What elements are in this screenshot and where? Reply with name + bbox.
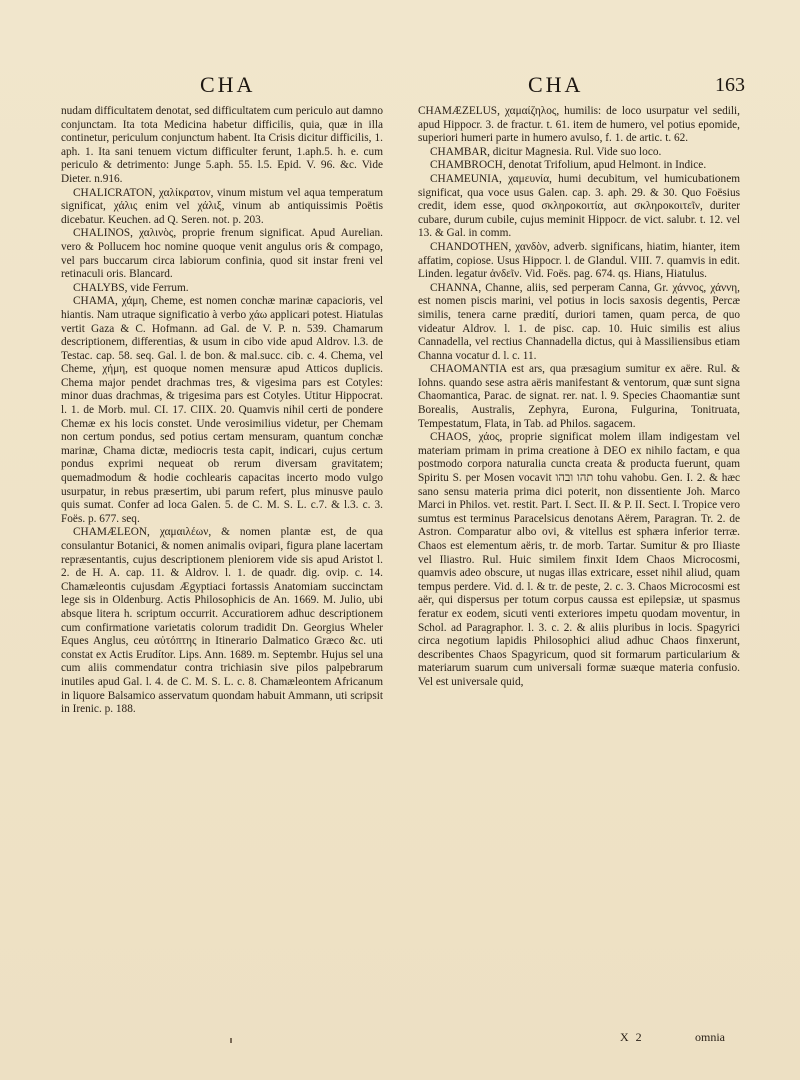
signature-mark: X 2 (620, 1030, 644, 1044)
entry-chamaezelus: CHAMÆZELUS, χαμαίζηλος, humilis: de loco usurpatur vel sedili, apud Hippocr. 3. de fractur. t. 61. item de humero, vel potius epomide, superiori humeri parte in humero avulso, f. 1. de artic. t. 62. (418, 105, 740, 145)
entry-chameunia: CHAMEUNIA, χαμευνία, humi decubitum, vel humicubationem significat, qua voce usus Galen. cap. 3. aph. 29. & 30. Quo Foësius credit, idem esse, quod σκληροκοιτία, aut σκληροκοιτεῖν, duriter cubare, durum cubile, cujus meminit Hippocr. de vict. salubr. t. 12. vel 13. & Gal. in comm. (418, 172, 740, 240)
right-column (418, 105, 740, 1055)
page-number: 163 (715, 74, 745, 96)
entry-chalicraton: CHALICRATON, χαλίκρατον, vinum mistum vel aqua temperatum significat, χάλις enim vel χάλιξ, vinum ab antiquissimis Poëtis dicebatur. Keuchen. ad Q. Seren. not. p. 203. (61, 186, 383, 226)
print-mark (230, 1038, 232, 1043)
running-head-right: CHA (528, 72, 584, 97)
paragraph: nudam difficultatem denotat, sed difficultatem cum periculo aut damno conjunctam. Ita tota Medicina habetur difficilis, quia, quæ in illa continetur, periculum conjunctum habent. Ita Crisis dicitur difficilis, 1. aph. 1. Ita sani tenuem victum difficulter ferunt, 1.aph.5. h. e. cum periculo & detrimento: Junge 5.aph. 55. l.5. Epid. V. 96. &c. Vide Dieter. n.916. (61, 105, 383, 185)
entry-channa: CHANNA, Channe, aliis, sed perperam Canna, Gr. χάννος, χάννη, est nomen piscis marini, vel potius in locis saxosis degentis, Percæ similis, tenera carne prædití, duriori tamen, quam perca, de quo videatur Aldrov. l. 1. de pisc. cap. 10. Huic similis est alius Cannadella, vel rectius Channadella dictus, qui à Massiliensibus etiam Channa vocatur d. l. c. 11. (418, 281, 740, 362)
running-header (0, 72, 800, 102)
entry-chamaeleon: CHAMÆLEON, χαμαιλέων, & nomen plantæ est, de qua consulantur Botanici, & nomen animalis ovipari, figura plane lacertam repræsentantis, cujus descriptionem pleniorem vide sis apud Aristot l. 2. de H. A. cap. 11. & Aldrov. l. 1. de quadr. dig. ovip. c. 14. Chamæleontis cujusdam Ægyptiaci fortassis Anatomiam succinctam lege sis in Oldenburg. Actis Philosophicis de An. 1669. M. Julio, ubi absque litera h. scriptum occurrit. Accuratiorem adhuc descriptionem cum confirmatione varietatis colorum tradidit Dn. Georgius Wheler Eques Anglus, ceu αὐτόπτης in Itinerario Dalmatico Græco &c. uti constat ex Actis Erudítor. Lips. Ann. 1689. m. Septembr. Hujus sel una cum aliis commendatur contra trichiasin sive pilos palpebrarum inutiles apud Gal. l. 4. de C. M. S. L. c. 8. Chamæleontem Africanum in liquore Balsamico asservatum quondam habuit Ammann, uti scripsit in Irenic. p. 188. (61, 526, 383, 716)
left-column (61, 105, 383, 1055)
entry-chalinos: CHALINOS, χαλινὸς, proprie frenum significat. Apud Aurelian. vero & Pollucem hoc nomine quoque venit angulus oris & compago, vel pars buccarum circa labiorum confinia, quod sit instar freni vel retinaculi oris. Blancard. (61, 227, 383, 281)
entry-chama: CHAMA, χάμη, Cheme, est nomen conchæ marinæ capacioris, vel hiantis. Nam utraque significatio à verbo χάω applicari potest. Hiatulas vertit Gaza & C. Hofmann. ad Gal. de V. P. n. 539. Chamarum descriptionem, differentias, & usum in cibo vide apud Aldrov. l.3. de Testac. cap. 58. seq. Gal. l. de bon. & mal.succ. cib. c. 4. Chema, vel Cheme, χήμη, est quoque nomen mensuræ apud Atticos duplicis. Chema major pendet drachmas tres, & vigesima pars est Cotyles: minor duas drachmas, & trigesima pars est Cotyles. Utitur Hippocrat. l. 1. de Morb. mul. CI. 17. CIIX. 20. Quamvis nihil certi de pondere Chemæ ex his locis constet. Unde verosimilius videtur, per Chemam non certum pondus, sed potius certam mensuram, quantum conchæ marinæ, Chama dictæ, mediocris testa capit, indicari, cujus certum pondus exprimi nequeat ob rerum diversam gravitatem; quemadmodum & hodie cochlearis capacitas incerto modo vulgo usurpatur, in rebus præsertim, ubi parum refert, plus minusve paulo quis sumat. Confer ad loca Galen. 5. de C. M. S. L. c.7. & l.3. c. 3. Foës. p. 677. seq. (61, 295, 383, 525)
entry-chandothen: CHANDOTHEN, χανδὸν, adverb. significans, hiatim, hianter, item affatim, copiose. Usus Hippocr. l. de Glandul. VIII. 7. quamvis in edit. Linden. legatur ἀνδεῖν. Vid. Foës. pag. 674. qs. Hians, Hiatulus. (418, 240, 740, 281)
entry-chambar: CHAMBAR, dicitur Magnesia. Rul. Vide suo loco. (430, 145, 662, 158)
entry-chambroch: CHAMBROCH, denotat Trifolium, apud Helmont. in Indice. (430, 159, 707, 172)
entry-chaomantia: CHAOMANTIA est ars, qua præsagium sumitur ex aëre. Rul. & Iohns. quando sese astra aëris manifestant & ventorum, quæ sunt signa Chaomantica, Parac. de signat. rer. nat. l. 9. Species Chaomantiæ sunt Borealis, Australis, Zephyra, Eurona, Fulgurina, Tonitruata, Tempestatum, Flata, in Tab. ad Philos. sagacem. (418, 363, 740, 430)
entry-chaos: CHAOS, χάος, proprie significat molem illam indigestam vel materiam primam in prima creatione à DEO ex nihilo factam, e qua postmodo corpora naturalia cuncta creata & producta fuerunt, quam Spiritu S. per Mosen vocavit תהו ובהו tohu vahobu. Gen. I. 2. & hæc sano sensu materia prima dici poterit, non dissentiente Joh. Marco Marci in Philos. vet. restit. Part. I. Sect. II. & P. II. Sect. I. Tropice vero sumtus est terminus Paracelsicus denotans Aërem, Paragran. Tr. 2. de Astron. Comparatur albo ovi, & vitellus est sphæra inferior terræ. Chaos est elementum aëris, tr. de morb. Tartar. Sumitur & pro Iliaste vel Iliastro. Rul. Huic similem finxit Idem Chaos Microcosmi, quamvis adeo obscure, ut nugas illas extricare, esset nihil aliud, quam tempus perdere. Vid. d. l. & tr. de peste, 2. c. 3. Chaos Microcosmi est aër, qui dispersus per totum corpus caussa est epilepsiæ, ut spasmus feratur ex eodem, sicuti venti exteriores impetu quodam moventur, in Schol. ad Paragraphor. l. 3. c. 2. & aliis pluribus in locis. Spagyrici circa negotium lapidis Philosophici aliud adhuc Chaos finxerunt, describentes Chaos Spagyricum, quod sit formarum particularium & materiarum suarum cum universali formæ suæque materia confusio. Vel est universale quid, (418, 431, 740, 688)
running-head-left: CHA (200, 72, 256, 97)
catchword: omnia (695, 1030, 725, 1044)
entry-chalybs: CHALYBS, vide Ferrum. (73, 281, 189, 294)
